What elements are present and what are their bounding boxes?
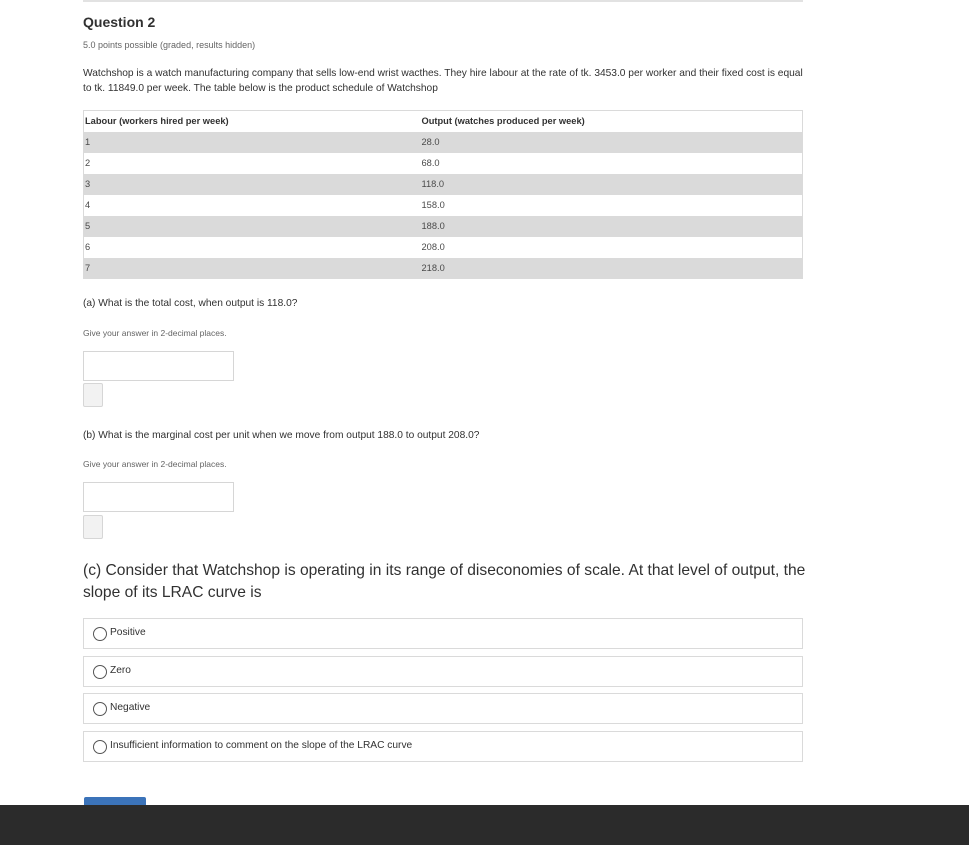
header-labour: Labour (workers hired per week) <box>84 111 420 132</box>
option-label: Insufficient information to comment on the slope of the LRAC curve <box>110 740 413 751</box>
question-prompt: Watchshop is a watch manufacturing company that sells low-end wrist wacthes. They hire labour at the rate of tk. 3453.0 per worker and their fixed cost is equal to tk. 11849.0 per week. The table below is the product schedule of Watchshop <box>83 68 803 94</box>
part-a-question: (a) What is the total cost, when output is 118.0? <box>83 298 298 309</box>
output-cell: 28.0 <box>420 132 803 153</box>
part-b-check-button[interactable] <box>83 515 103 539</box>
option-insufficient-information[interactable] <box>83 731 803 762</box>
output-cell: 68.0 <box>421 158 440 168</box>
radio-button[interactable] <box>93 740 107 754</box>
option-positive[interactable] <box>83 618 803 649</box>
labour-cell: 7 <box>84 258 420 279</box>
labour-cell: 3 <box>84 174 420 195</box>
option-zero[interactable] <box>83 656 803 687</box>
output-cell: 118.0 <box>420 174 803 195</box>
submit-button[interactable] <box>84 797 146 805</box>
table-row <box>84 258 803 279</box>
footer-bar <box>0 805 969 845</box>
option-negative[interactable] <box>83 693 803 724</box>
output-cell: 218.0 <box>420 258 803 279</box>
radio-button[interactable] <box>93 665 107 679</box>
option-label: Positive <box>110 627 146 638</box>
table-row <box>84 216 803 237</box>
labour-cell: 2 <box>85 158 91 168</box>
part-a-check-button[interactable] <box>83 383 103 407</box>
table-header-row <box>84 111 803 132</box>
part-b-question: (b) What is the marginal cost per unit when we move from output 188.0 to output 208.0? <box>83 430 480 441</box>
table-row <box>84 132 803 153</box>
question-title: Question 2 <box>83 14 156 30</box>
part-a-answer-input[interactable] <box>83 351 234 381</box>
part-b-hint: Give your answer in 2-decimal places. <box>83 459 227 469</box>
table-row <box>84 195 803 216</box>
radio-button[interactable] <box>93 702 107 716</box>
option-label: Zero <box>110 665 131 676</box>
header-output: Output (watches produced per week) <box>420 111 803 132</box>
labour-cell: 5 <box>84 216 420 237</box>
product-schedule-table <box>83 110 803 279</box>
labour-cell: 4 <box>85 200 91 210</box>
output-cell: 188.0 <box>420 216 803 237</box>
table-row <box>84 237 803 258</box>
points-info: 5.0 points possible (graded, results hidden) <box>83 40 256 50</box>
output-cell: 158.0 <box>421 200 445 210</box>
radio-button[interactable] <box>93 627 107 641</box>
labour-cell: 1 <box>84 132 420 153</box>
top-divider <box>83 0 803 2</box>
output-cell: 208.0 <box>421 242 445 252</box>
table-row <box>84 174 803 195</box>
labour-cell: 6 <box>85 242 91 252</box>
table-row <box>84 153 803 174</box>
part-b-answer-input[interactable] <box>83 482 234 512</box>
part-c-question: (c) Consider that Watchshop is operating in its range of diseconomies of scale. At that level of output, the slope of its LRAC curve is <box>83 562 806 601</box>
option-label: Negative <box>110 702 151 713</box>
part-a-hint: Give your answer in 2-decimal places. <box>83 328 227 338</box>
